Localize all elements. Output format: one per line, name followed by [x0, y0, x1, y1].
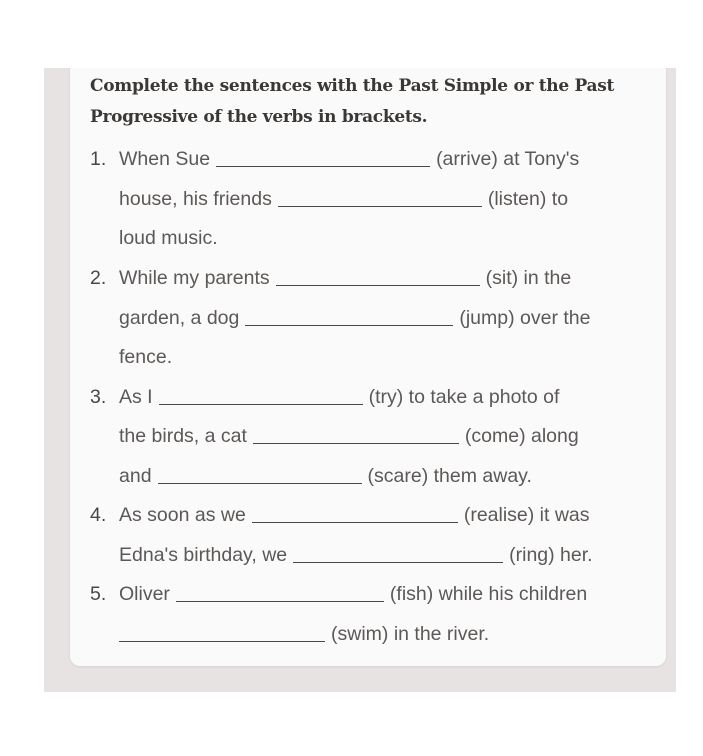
- item-5-line-2: [90, 619, 489, 649]
- verb-prompt: (listen) to: [487, 188, 569, 210]
- verb-prompt: (arrive) at Tony's: [436, 148, 580, 170]
- verb-prompt: (ring) her.: [509, 544, 593, 566]
- item-number: 2.: [90, 267, 107, 289]
- sentence-text: Edna's birthday, we: [119, 544, 288, 566]
- answer-blank[interactable]: [278, 186, 482, 207]
- item-number: 3.: [90, 386, 107, 408]
- item-number: 4.: [90, 504, 107, 526]
- sentence-text: As I: [119, 386, 153, 408]
- item-1-line-3: [90, 223, 218, 253]
- item-2-line-2: [90, 303, 591, 333]
- verb-prompt: (come) along: [464, 425, 579, 447]
- answer-blank[interactable]: [245, 305, 453, 326]
- answer-blank[interactable]: [293, 542, 503, 563]
- verb-prompt: (scare) them away.: [367, 465, 532, 487]
- answer-blank[interactable]: [158, 463, 362, 484]
- answer-blank[interactable]: [159, 384, 363, 405]
- sentence-text: fence.: [119, 346, 173, 368]
- item-number: 5.: [90, 583, 107, 605]
- exercise-instructions: [90, 71, 650, 133]
- verb-prompt: (fish) while his children: [389, 583, 588, 605]
- sentence-text: When Sue: [119, 148, 211, 170]
- sentence-text: Oliver: [119, 583, 170, 605]
- item-1-line-1: [90, 144, 579, 174]
- sentence-text: and: [119, 465, 152, 487]
- answer-blank[interactable]: [252, 502, 458, 523]
- item-3-line-3: [90, 461, 532, 491]
- item-3-line-2: [90, 421, 579, 451]
- sentence-text: While my parents: [119, 267, 270, 289]
- item-5-line-1: [90, 579, 587, 609]
- item-2-line-3: [90, 342, 172, 372]
- verb-prompt: (sit) in the: [485, 267, 572, 289]
- verb-prompt: (jump) over the: [459, 307, 591, 329]
- sentence-text: garden, a dog: [119, 307, 240, 329]
- answer-blank[interactable]: [216, 146, 430, 167]
- item-4-line-1: [90, 500, 590, 530]
- instructions-line-2: Progressive of the verbs in brackets.: [90, 107, 428, 127]
- verb-prompt: (realise) it was: [463, 504, 590, 526]
- worksheet-page: [44, 68, 676, 692]
- verb-prompt: (swim) in the river.: [331, 623, 490, 645]
- item-1-line-2: [90, 184, 568, 214]
- sentence-text: the birds, a cat: [119, 425, 247, 447]
- sentence-text: As soon as we: [119, 504, 246, 526]
- answer-blank[interactable]: [253, 423, 459, 444]
- sentence-text: house, his friends: [119, 188, 272, 210]
- exercise-card: [70, 68, 666, 666]
- instructions-line-1: Complete the sentences with the Past Simple or the Past: [90, 76, 615, 96]
- answer-blank[interactable]: [119, 621, 325, 642]
- item-2-line-1: [90, 263, 571, 293]
- item-number: 1.: [90, 148, 107, 170]
- sentence-text: loud music.: [119, 227, 218, 249]
- item-4-line-2: [90, 540, 593, 570]
- item-3-line-1: [90, 382, 559, 412]
- answer-blank[interactable]: [176, 581, 384, 602]
- verb-prompt: (try) to take a photo of: [368, 386, 560, 408]
- answer-blank[interactable]: [276, 265, 480, 286]
